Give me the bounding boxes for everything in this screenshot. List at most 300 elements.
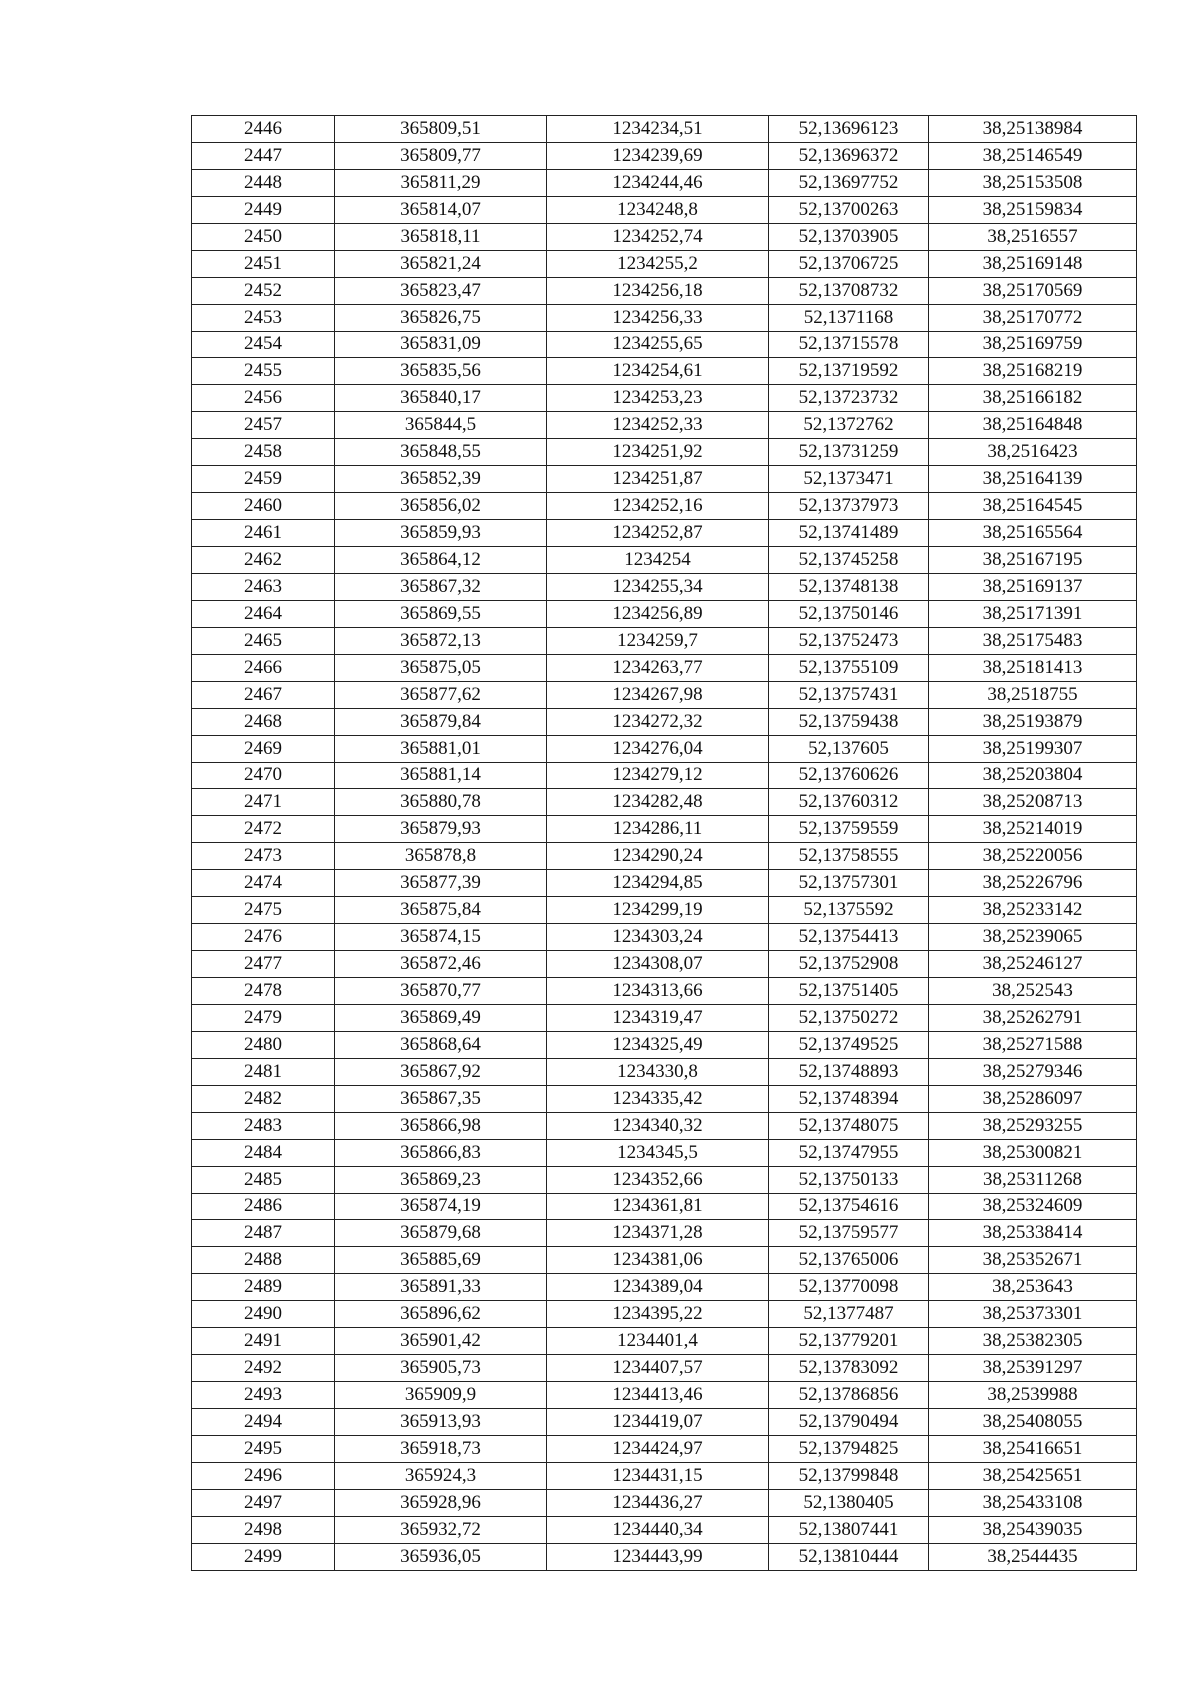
y-coordinate-cell: 1234381,06 bbox=[547, 1247, 769, 1274]
y-coordinate-cell: 1234335,42 bbox=[547, 1085, 769, 1112]
table-row bbox=[192, 735, 1137, 762]
point-number-cell: 2468 bbox=[192, 708, 335, 735]
x-coordinate-cell: 365901,42 bbox=[335, 1328, 547, 1355]
longitude-cell: 38,25293255 bbox=[929, 1112, 1137, 1139]
x-coordinate-cell: 365859,93 bbox=[335, 520, 547, 547]
table-row bbox=[192, 1031, 1137, 1058]
longitude-cell: 38,2516423 bbox=[929, 439, 1137, 466]
x-coordinate-cell: 365885,69 bbox=[335, 1247, 547, 1274]
latitude-cell: 52,13741489 bbox=[769, 520, 929, 547]
y-coordinate-cell: 1234299,19 bbox=[547, 897, 769, 924]
x-coordinate-cell: 365852,39 bbox=[335, 466, 547, 493]
y-coordinate-cell: 1234259,7 bbox=[547, 627, 769, 654]
y-coordinate-cell: 1234253,23 bbox=[547, 385, 769, 412]
point-number-cell: 2463 bbox=[192, 573, 335, 600]
y-coordinate-cell: 1234267,98 bbox=[547, 681, 769, 708]
longitude-cell: 38,2539988 bbox=[929, 1382, 1137, 1409]
point-number-cell: 2457 bbox=[192, 412, 335, 439]
y-coordinate-cell: 1234371,28 bbox=[547, 1220, 769, 1247]
point-number-cell: 2483 bbox=[192, 1112, 335, 1139]
point-number-cell: 2489 bbox=[192, 1274, 335, 1301]
point-number-cell: 2462 bbox=[192, 547, 335, 574]
latitude-cell: 52,1377487 bbox=[769, 1301, 929, 1328]
y-coordinate-cell: 1234282,48 bbox=[547, 789, 769, 816]
longitude-cell: 38,25169137 bbox=[929, 573, 1137, 600]
x-coordinate-cell: 365856,02 bbox=[335, 493, 547, 520]
latitude-cell: 52,137605 bbox=[769, 735, 929, 762]
latitude-cell: 52,13759559 bbox=[769, 816, 929, 843]
y-coordinate-cell: 1234395,22 bbox=[547, 1301, 769, 1328]
table-row bbox=[192, 1328, 1137, 1355]
x-coordinate-cell: 365867,32 bbox=[335, 573, 547, 600]
y-coordinate-cell: 1234276,04 bbox=[547, 735, 769, 762]
latitude-cell: 52,13757431 bbox=[769, 681, 929, 708]
y-coordinate-cell: 1234256,18 bbox=[547, 277, 769, 304]
y-coordinate-cell: 1234352,66 bbox=[547, 1166, 769, 1193]
x-coordinate-cell: 365924,3 bbox=[335, 1462, 547, 1489]
table-row bbox=[192, 1058, 1137, 1085]
y-coordinate-cell: 1234325,49 bbox=[547, 1031, 769, 1058]
y-coordinate-cell: 1234303,24 bbox=[547, 924, 769, 951]
latitude-cell: 52,13737973 bbox=[769, 493, 929, 520]
latitude-cell: 52,13748394 bbox=[769, 1085, 929, 1112]
table-row bbox=[192, 466, 1137, 493]
table-row bbox=[192, 277, 1137, 304]
latitude-cell: 52,13757301 bbox=[769, 870, 929, 897]
latitude-cell: 52,13750133 bbox=[769, 1166, 929, 1193]
point-number-cell: 2471 bbox=[192, 789, 335, 816]
latitude-cell: 52,13758555 bbox=[769, 843, 929, 870]
table-row bbox=[192, 789, 1137, 816]
table-row bbox=[192, 1355, 1137, 1382]
x-coordinate-cell: 365891,33 bbox=[335, 1274, 547, 1301]
point-number-cell: 2486 bbox=[192, 1193, 335, 1220]
x-coordinate-cell: 365909,9 bbox=[335, 1382, 547, 1409]
table-row bbox=[192, 1543, 1137, 1570]
y-coordinate-cell: 1234255,65 bbox=[547, 331, 769, 358]
x-coordinate-cell: 365932,72 bbox=[335, 1516, 547, 1543]
longitude-cell: 38,25338414 bbox=[929, 1220, 1137, 1247]
longitude-cell: 38,25271588 bbox=[929, 1031, 1137, 1058]
longitude-cell: 38,2544435 bbox=[929, 1543, 1137, 1570]
table-row bbox=[192, 169, 1137, 196]
longitude-cell: 38,25246127 bbox=[929, 951, 1137, 978]
longitude-cell: 38,25408055 bbox=[929, 1409, 1137, 1436]
table-row bbox=[192, 870, 1137, 897]
longitude-cell: 38,25170569 bbox=[929, 277, 1137, 304]
point-number-cell: 2474 bbox=[192, 870, 335, 897]
y-coordinate-cell: 1234255,2 bbox=[547, 250, 769, 277]
latitude-cell: 52,13760626 bbox=[769, 762, 929, 789]
x-coordinate-cell: 365905,73 bbox=[335, 1355, 547, 1382]
point-number-cell: 2487 bbox=[192, 1220, 335, 1247]
latitude-cell: 52,13786856 bbox=[769, 1382, 929, 1409]
point-number-cell: 2452 bbox=[192, 277, 335, 304]
latitude-cell: 52,13752473 bbox=[769, 627, 929, 654]
table-row bbox=[192, 897, 1137, 924]
latitude-cell: 52,1375592 bbox=[769, 897, 929, 924]
table-row bbox=[192, 1409, 1137, 1436]
point-number-cell: 2499 bbox=[192, 1543, 335, 1570]
longitude-cell: 38,25181413 bbox=[929, 654, 1137, 681]
table-row bbox=[192, 1462, 1137, 1489]
y-coordinate-cell: 1234272,32 bbox=[547, 708, 769, 735]
table-row bbox=[192, 1382, 1137, 1409]
longitude-cell: 38,252543 bbox=[929, 978, 1137, 1005]
x-coordinate-cell: 365896,62 bbox=[335, 1301, 547, 1328]
latitude-cell: 52,13754616 bbox=[769, 1193, 929, 1220]
x-coordinate-cell: 365872,13 bbox=[335, 627, 547, 654]
x-coordinate-cell: 365874,19 bbox=[335, 1193, 547, 1220]
table-row bbox=[192, 978, 1137, 1005]
longitude-cell: 38,25166182 bbox=[929, 385, 1137, 412]
table-row bbox=[192, 1274, 1137, 1301]
x-coordinate-cell: 365814,07 bbox=[335, 196, 547, 223]
latitude-cell: 52,13696372 bbox=[769, 142, 929, 169]
x-coordinate-cell: 365913,93 bbox=[335, 1409, 547, 1436]
point-number-cell: 2456 bbox=[192, 385, 335, 412]
latitude-cell: 52,13759438 bbox=[769, 708, 929, 735]
point-number-cell: 2479 bbox=[192, 1004, 335, 1031]
x-coordinate-cell: 365875,84 bbox=[335, 897, 547, 924]
longitude-cell: 38,253643 bbox=[929, 1274, 1137, 1301]
table-row bbox=[192, 412, 1137, 439]
latitude-cell: 52,13755109 bbox=[769, 654, 929, 681]
y-coordinate-cell: 1234407,57 bbox=[547, 1355, 769, 1382]
point-number-cell: 2496 bbox=[192, 1462, 335, 1489]
y-coordinate-cell: 1234413,46 bbox=[547, 1382, 769, 1409]
longitude-cell: 38,25208713 bbox=[929, 789, 1137, 816]
y-coordinate-cell: 1234401,4 bbox=[547, 1328, 769, 1355]
latitude-cell: 52,1373471 bbox=[769, 466, 929, 493]
latitude-cell: 52,1380405 bbox=[769, 1489, 929, 1516]
y-coordinate-cell: 1234234,51 bbox=[547, 116, 769, 143]
latitude-cell: 52,13748138 bbox=[769, 573, 929, 600]
y-coordinate-cell: 1234431,15 bbox=[547, 1462, 769, 1489]
longitude-cell: 38,25425651 bbox=[929, 1462, 1137, 1489]
point-number-cell: 2488 bbox=[192, 1247, 335, 1274]
latitude-cell: 52,13745258 bbox=[769, 547, 929, 574]
latitude-cell: 52,13750146 bbox=[769, 600, 929, 627]
point-number-cell: 2484 bbox=[192, 1139, 335, 1166]
table-row bbox=[192, 547, 1137, 574]
point-number-cell: 2460 bbox=[192, 493, 335, 520]
longitude-cell: 38,25171391 bbox=[929, 600, 1137, 627]
latitude-cell: 52,13706725 bbox=[769, 250, 929, 277]
point-number-cell: 2461 bbox=[192, 520, 335, 547]
point-number-cell: 2467 bbox=[192, 681, 335, 708]
longitude-cell: 38,25159834 bbox=[929, 196, 1137, 223]
y-coordinate-cell: 1234256,89 bbox=[547, 600, 769, 627]
latitude-cell: 52,13708732 bbox=[769, 277, 929, 304]
y-coordinate-cell: 1234330,8 bbox=[547, 1058, 769, 1085]
table-row bbox=[192, 331, 1137, 358]
point-number-cell: 2458 bbox=[192, 439, 335, 466]
x-coordinate-cell: 365818,11 bbox=[335, 223, 547, 250]
longitude-cell: 38,25203804 bbox=[929, 762, 1137, 789]
point-number-cell: 2472 bbox=[192, 816, 335, 843]
table-row bbox=[192, 250, 1137, 277]
point-number-cell: 2481 bbox=[192, 1058, 335, 1085]
longitude-cell: 38,2518755 bbox=[929, 681, 1137, 708]
point-number-cell: 2485 bbox=[192, 1166, 335, 1193]
table-row bbox=[192, 600, 1137, 627]
table-row bbox=[192, 708, 1137, 735]
table-row bbox=[192, 627, 1137, 654]
table-row bbox=[192, 1489, 1137, 1516]
y-coordinate-cell: 1234252,33 bbox=[547, 412, 769, 439]
longitude-cell: 38,25382305 bbox=[929, 1328, 1137, 1355]
point-number-cell: 2480 bbox=[192, 1031, 335, 1058]
y-coordinate-cell: 1234313,66 bbox=[547, 978, 769, 1005]
longitude-cell: 38,25300821 bbox=[929, 1139, 1137, 1166]
x-coordinate-cell: 365879,93 bbox=[335, 816, 547, 843]
x-coordinate-cell: 365881,14 bbox=[335, 762, 547, 789]
point-number-cell: 2446 bbox=[192, 116, 335, 143]
x-coordinate-cell: 365866,83 bbox=[335, 1139, 547, 1166]
latitude-cell: 52,13700263 bbox=[769, 196, 929, 223]
table-row bbox=[192, 1139, 1137, 1166]
x-coordinate-cell: 365840,17 bbox=[335, 385, 547, 412]
latitude-cell: 52,13715578 bbox=[769, 331, 929, 358]
y-coordinate-cell: 1234286,11 bbox=[547, 816, 769, 843]
point-number-cell: 2449 bbox=[192, 196, 335, 223]
y-coordinate-cell: 1234263,77 bbox=[547, 654, 769, 681]
latitude-cell: 52,13748893 bbox=[769, 1058, 929, 1085]
point-number-cell: 2478 bbox=[192, 978, 335, 1005]
y-coordinate-cell: 1234436,27 bbox=[547, 1489, 769, 1516]
table-row bbox=[192, 1112, 1137, 1139]
x-coordinate-cell: 365877,62 bbox=[335, 681, 547, 708]
point-number-cell: 2475 bbox=[192, 897, 335, 924]
latitude-cell: 52,13749525 bbox=[769, 1031, 929, 1058]
longitude-cell: 38,25193879 bbox=[929, 708, 1137, 735]
table-row bbox=[192, 816, 1137, 843]
longitude-cell: 38,25164139 bbox=[929, 466, 1137, 493]
longitude-cell: 38,25167195 bbox=[929, 547, 1137, 574]
table-row bbox=[192, 1220, 1137, 1247]
longitude-cell: 38,25164848 bbox=[929, 412, 1137, 439]
x-coordinate-cell: 365936,05 bbox=[335, 1543, 547, 1570]
point-number-cell: 2451 bbox=[192, 250, 335, 277]
table-row bbox=[192, 304, 1137, 331]
table-row bbox=[192, 116, 1137, 143]
x-coordinate-cell: 365870,77 bbox=[335, 978, 547, 1005]
point-number-cell: 2454 bbox=[192, 331, 335, 358]
x-coordinate-cell: 365823,47 bbox=[335, 277, 547, 304]
longitude-cell: 38,25286097 bbox=[929, 1085, 1137, 1112]
y-coordinate-cell: 1234440,34 bbox=[547, 1516, 769, 1543]
x-coordinate-cell: 365869,49 bbox=[335, 1004, 547, 1031]
point-number-cell: 2490 bbox=[192, 1301, 335, 1328]
y-coordinate-cell: 1234294,85 bbox=[547, 870, 769, 897]
y-coordinate-cell: 1234254 bbox=[547, 547, 769, 574]
x-coordinate-cell: 365866,98 bbox=[335, 1112, 547, 1139]
latitude-cell: 52,13783092 bbox=[769, 1355, 929, 1382]
longitude-cell: 38,25233142 bbox=[929, 897, 1137, 924]
longitude-cell: 38,25220056 bbox=[929, 843, 1137, 870]
y-coordinate-cell: 1234256,33 bbox=[547, 304, 769, 331]
point-number-cell: 2477 bbox=[192, 951, 335, 978]
longitude-cell: 38,25164545 bbox=[929, 493, 1137, 520]
latitude-cell: 52,13723732 bbox=[769, 385, 929, 412]
x-coordinate-cell: 365879,68 bbox=[335, 1220, 547, 1247]
coordinates-table-body bbox=[192, 116, 1137, 1571]
latitude-cell: 52,13750272 bbox=[769, 1004, 929, 1031]
latitude-cell: 52,13794825 bbox=[769, 1435, 929, 1462]
x-coordinate-cell: 365880,78 bbox=[335, 789, 547, 816]
x-coordinate-cell: 365875,05 bbox=[335, 654, 547, 681]
longitude-cell: 38,25373301 bbox=[929, 1301, 1137, 1328]
x-coordinate-cell: 365835,56 bbox=[335, 358, 547, 385]
point-number-cell: 2453 bbox=[192, 304, 335, 331]
longitude-cell: 38,25165564 bbox=[929, 520, 1137, 547]
y-coordinate-cell: 1234255,34 bbox=[547, 573, 769, 600]
x-coordinate-cell: 365867,92 bbox=[335, 1058, 547, 1085]
longitude-cell: 38,25279346 bbox=[929, 1058, 1137, 1085]
x-coordinate-cell: 365868,64 bbox=[335, 1031, 547, 1058]
latitude-cell: 52,1371168 bbox=[769, 304, 929, 331]
longitude-cell: 38,25138984 bbox=[929, 116, 1137, 143]
longitude-cell: 38,25199307 bbox=[929, 735, 1137, 762]
x-coordinate-cell: 365809,51 bbox=[335, 116, 547, 143]
x-coordinate-cell: 365826,75 bbox=[335, 304, 547, 331]
latitude-cell: 52,13696123 bbox=[769, 116, 929, 143]
point-number-cell: 2448 bbox=[192, 169, 335, 196]
table-row bbox=[192, 1085, 1137, 1112]
latitude-cell: 52,1372762 bbox=[769, 412, 929, 439]
longitude-cell: 38,25169759 bbox=[929, 331, 1137, 358]
table-row bbox=[192, 1166, 1137, 1193]
x-coordinate-cell: 365874,15 bbox=[335, 924, 547, 951]
latitude-cell: 52,13731259 bbox=[769, 439, 929, 466]
longitude-cell: 38,25168219 bbox=[929, 358, 1137, 385]
table-row bbox=[192, 654, 1137, 681]
x-coordinate-cell: 365918,73 bbox=[335, 1435, 547, 1462]
longitude-cell: 38,25170772 bbox=[929, 304, 1137, 331]
table-row bbox=[192, 385, 1137, 412]
y-coordinate-cell: 1234251,87 bbox=[547, 466, 769, 493]
x-coordinate-cell: 365867,35 bbox=[335, 1085, 547, 1112]
longitude-cell: 38,25226796 bbox=[929, 870, 1137, 897]
latitude-cell: 52,13703905 bbox=[769, 223, 929, 250]
table-row bbox=[192, 1247, 1137, 1274]
longitude-cell: 38,25352671 bbox=[929, 1247, 1137, 1274]
table-row bbox=[192, 1301, 1137, 1328]
y-coordinate-cell: 1234443,99 bbox=[547, 1543, 769, 1570]
table-row bbox=[192, 223, 1137, 250]
y-coordinate-cell: 1234254,61 bbox=[547, 358, 769, 385]
table-row bbox=[192, 681, 1137, 708]
table-row bbox=[192, 520, 1137, 547]
table-row bbox=[192, 573, 1137, 600]
table-row bbox=[192, 493, 1137, 520]
x-coordinate-cell: 365821,24 bbox=[335, 250, 547, 277]
table-row bbox=[192, 843, 1137, 870]
longitude-cell: 38,25146549 bbox=[929, 142, 1137, 169]
longitude-cell: 38,25262791 bbox=[929, 1004, 1137, 1031]
point-number-cell: 2450 bbox=[192, 223, 335, 250]
longitude-cell: 38,25439035 bbox=[929, 1516, 1137, 1543]
longitude-cell: 38,2516557 bbox=[929, 223, 1137, 250]
y-coordinate-cell: 1234340,32 bbox=[547, 1112, 769, 1139]
latitude-cell: 52,13751405 bbox=[769, 978, 929, 1005]
x-coordinate-cell: 365869,23 bbox=[335, 1166, 547, 1193]
point-number-cell: 2497 bbox=[192, 1489, 335, 1516]
longitude-cell: 38,25214019 bbox=[929, 816, 1137, 843]
latitude-cell: 52,13747955 bbox=[769, 1139, 929, 1166]
y-coordinate-cell: 1234361,81 bbox=[547, 1193, 769, 1220]
latitude-cell: 52,13759577 bbox=[769, 1220, 929, 1247]
latitude-cell: 52,13765006 bbox=[769, 1247, 929, 1274]
point-number-cell: 2492 bbox=[192, 1355, 335, 1382]
latitude-cell: 52,13752908 bbox=[769, 951, 929, 978]
y-coordinate-cell: 1234252,87 bbox=[547, 520, 769, 547]
y-coordinate-cell: 1234345,5 bbox=[547, 1139, 769, 1166]
point-number-cell: 2447 bbox=[192, 142, 335, 169]
latitude-cell: 52,13799848 bbox=[769, 1462, 929, 1489]
latitude-cell: 52,13719592 bbox=[769, 358, 929, 385]
table-row bbox=[192, 1004, 1137, 1031]
table-row bbox=[192, 1516, 1137, 1543]
latitude-cell: 52,13697752 bbox=[769, 169, 929, 196]
point-number-cell: 2482 bbox=[192, 1085, 335, 1112]
point-number-cell: 2491 bbox=[192, 1328, 335, 1355]
x-coordinate-cell: 365869,55 bbox=[335, 600, 547, 627]
table-row bbox=[192, 762, 1137, 789]
x-coordinate-cell: 365864,12 bbox=[335, 547, 547, 574]
y-coordinate-cell: 1234244,46 bbox=[547, 169, 769, 196]
y-coordinate-cell: 1234279,12 bbox=[547, 762, 769, 789]
x-coordinate-cell: 365848,55 bbox=[335, 439, 547, 466]
x-coordinate-cell: 365877,39 bbox=[335, 870, 547, 897]
latitude-cell: 52,13770098 bbox=[769, 1274, 929, 1301]
longitude-cell: 38,25175483 bbox=[929, 627, 1137, 654]
point-number-cell: 2469 bbox=[192, 735, 335, 762]
table-row bbox=[192, 196, 1137, 223]
x-coordinate-cell: 365872,46 bbox=[335, 951, 547, 978]
x-coordinate-cell: 365878,8 bbox=[335, 843, 547, 870]
longitude-cell: 38,25391297 bbox=[929, 1355, 1137, 1382]
table-row bbox=[192, 1193, 1137, 1220]
y-coordinate-cell: 1234424,97 bbox=[547, 1435, 769, 1462]
table-row bbox=[192, 1435, 1137, 1462]
y-coordinate-cell: 1234308,07 bbox=[547, 951, 769, 978]
latitude-cell: 52,13754413 bbox=[769, 924, 929, 951]
x-coordinate-cell: 365809,77 bbox=[335, 142, 547, 169]
point-number-cell: 2476 bbox=[192, 924, 335, 951]
point-number-cell: 2466 bbox=[192, 654, 335, 681]
longitude-cell: 38,25311268 bbox=[929, 1166, 1137, 1193]
table-row bbox=[192, 142, 1137, 169]
point-number-cell: 2464 bbox=[192, 600, 335, 627]
x-coordinate-cell: 365811,29 bbox=[335, 169, 547, 196]
latitude-cell: 52,13790494 bbox=[769, 1409, 929, 1436]
point-number-cell: 2493 bbox=[192, 1382, 335, 1409]
longitude-cell: 38,25416651 bbox=[929, 1435, 1137, 1462]
longitude-cell: 38,25239065 bbox=[929, 924, 1137, 951]
x-coordinate-cell: 365831,09 bbox=[335, 331, 547, 358]
y-coordinate-cell: 1234252,74 bbox=[547, 223, 769, 250]
latitude-cell: 52,13807441 bbox=[769, 1516, 929, 1543]
y-coordinate-cell: 1234248,8 bbox=[547, 196, 769, 223]
x-coordinate-cell: 365879,84 bbox=[335, 708, 547, 735]
table-row bbox=[192, 358, 1137, 385]
longitude-cell: 38,25433108 bbox=[929, 1489, 1137, 1516]
longitude-cell: 38,25153508 bbox=[929, 169, 1137, 196]
x-coordinate-cell: 365928,96 bbox=[335, 1489, 547, 1516]
point-number-cell: 2465 bbox=[192, 627, 335, 654]
